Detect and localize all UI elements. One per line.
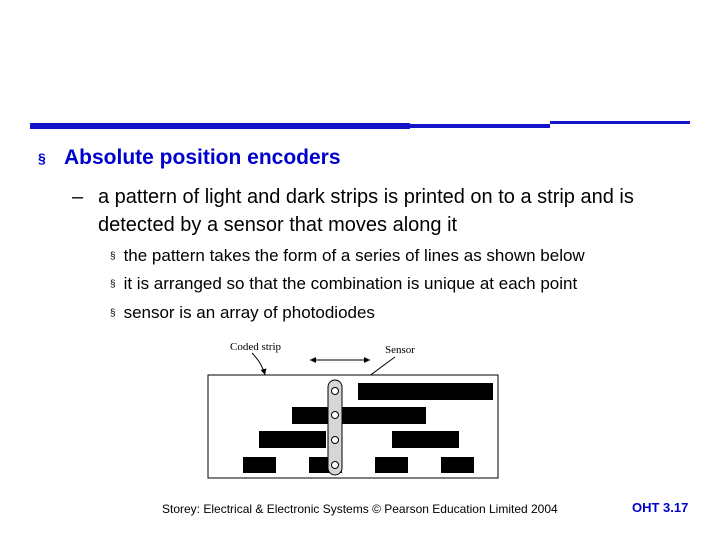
- photodiode: [332, 388, 339, 395]
- header-rule-thick: [30, 123, 410, 129]
- header-rule-medium: [410, 124, 550, 128]
- coded-strip-pointer: [252, 353, 265, 375]
- heading-bullet: §: [38, 150, 46, 166]
- sub-point-text: a pattern of light and dark strips is printed on to a strip and is detected by a sensor that moves along it: [98, 186, 634, 236]
- track-bar: [392, 431, 459, 448]
- track-bar: [441, 457, 474, 473]
- detail-item: § sensor is an array of photodiodes: [110, 303, 375, 322]
- slide-number: OHT 3.17: [632, 500, 689, 515]
- track-bar: [243, 457, 276, 473]
- track-bar: [259, 431, 326, 448]
- sensor-label: Sensor: [385, 344, 415, 356]
- sub-point-dash: –: [72, 186, 84, 208]
- photodiode: [332, 462, 339, 469]
- slide-heading: Absolute position encoders: [64, 146, 341, 169]
- photodiode: [332, 412, 339, 419]
- photodiode: [332, 437, 339, 444]
- detail-text: sensor is an array of photodiodes: [123, 303, 375, 322]
- footer-credit: Storey: Electrical & Electronic Systems © Pearson Education Limited 2004: [162, 502, 558, 516]
- encoder-diagram: [200, 335, 500, 480]
- track-bar: [375, 457, 408, 473]
- detail-text: it is arranged so that the combination is unique at each point: [123, 274, 578, 293]
- track-bar: [358, 383, 493, 400]
- detail-item: § it is arranged so that the combination is unique at each point: [110, 274, 578, 293]
- coded-strip-label: Coded strip: [230, 341, 282, 353]
- detail-text: the pattern takes the form of a series of lines as shown below: [123, 246, 585, 265]
- detail-item: § the pattern takes the form of a series of lines as shown below: [110, 246, 585, 265]
- track-bar: [292, 407, 426, 424]
- header-rule-thin: [550, 121, 690, 124]
